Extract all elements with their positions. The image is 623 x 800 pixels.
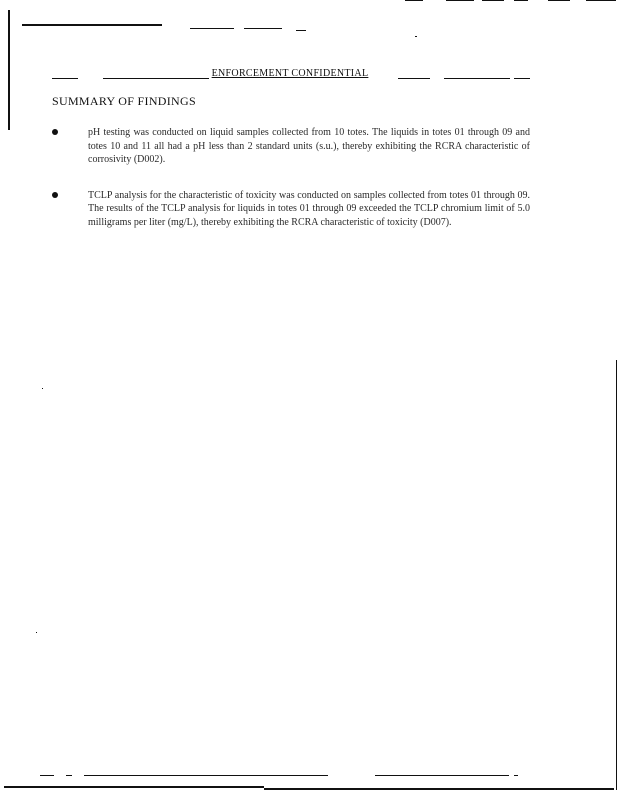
list-item: [52, 126, 530, 167]
finding-text: pH testing was conducted on liquid samples collected from 10 totes. The liquids in totes 01 through 09 and totes 10 and 11 all had a pH less than 2 standard units (s.u.), thereby exhibiting the RCRA characteristic of corrosivity (D002).: [88, 127, 530, 165]
list-item: [52, 189, 530, 230]
scan-artifact: [264, 788, 614, 790]
scan-artifact: [296, 30, 306, 31]
scan-edge-right: [616, 360, 617, 790]
scan-artifact: [22, 24, 162, 26]
scan-artifact: [446, 0, 474, 1]
scan-artifact: [405, 0, 423, 1]
scan-edge-left: [8, 10, 10, 130]
footer-rule: [514, 775, 518, 776]
scan-speck: [42, 388, 43, 389]
footer-rule: [40, 775, 54, 776]
footer-rule: [375, 775, 509, 776]
scan-artifact: [190, 28, 234, 29]
scan-artifact: [4, 786, 264, 788]
section-title: SUMMARY OF FINDINGS: [52, 94, 196, 108]
header-rule: [52, 78, 78, 79]
footer-rule: [66, 775, 72, 776]
confidentiality-header: ENFORCEMENT CONFIDENTIAL: [211, 68, 369, 79]
scan-artifact: [586, 0, 616, 1]
bullet-icon: [52, 129, 58, 135]
scan-artifact: [548, 0, 570, 1]
scan-speck: [415, 36, 417, 37]
scan-speck: [36, 632, 37, 633]
header-rule: [444, 78, 510, 79]
header-rule: [514, 78, 530, 79]
finding-text: TCLP analysis for the characteristic of toxicity was conducted on samples collected from totes 01 through 09. The results of the TCLP analysis for liquids in totes 01 through 09 exceeded the TCLP chromium limit of 5.0 milligrams per liter (mg/L), thereby exhibiting the RCRA characteristic of toxicity (D007).: [88, 189, 530, 228]
bullet-icon: [52, 192, 58, 198]
footer-rule: [84, 775, 328, 776]
scan-artifact: [514, 0, 528, 1]
scan-artifact: [482, 0, 504, 1]
findings-list: [52, 126, 530, 251]
scan-artifact: [244, 28, 282, 29]
